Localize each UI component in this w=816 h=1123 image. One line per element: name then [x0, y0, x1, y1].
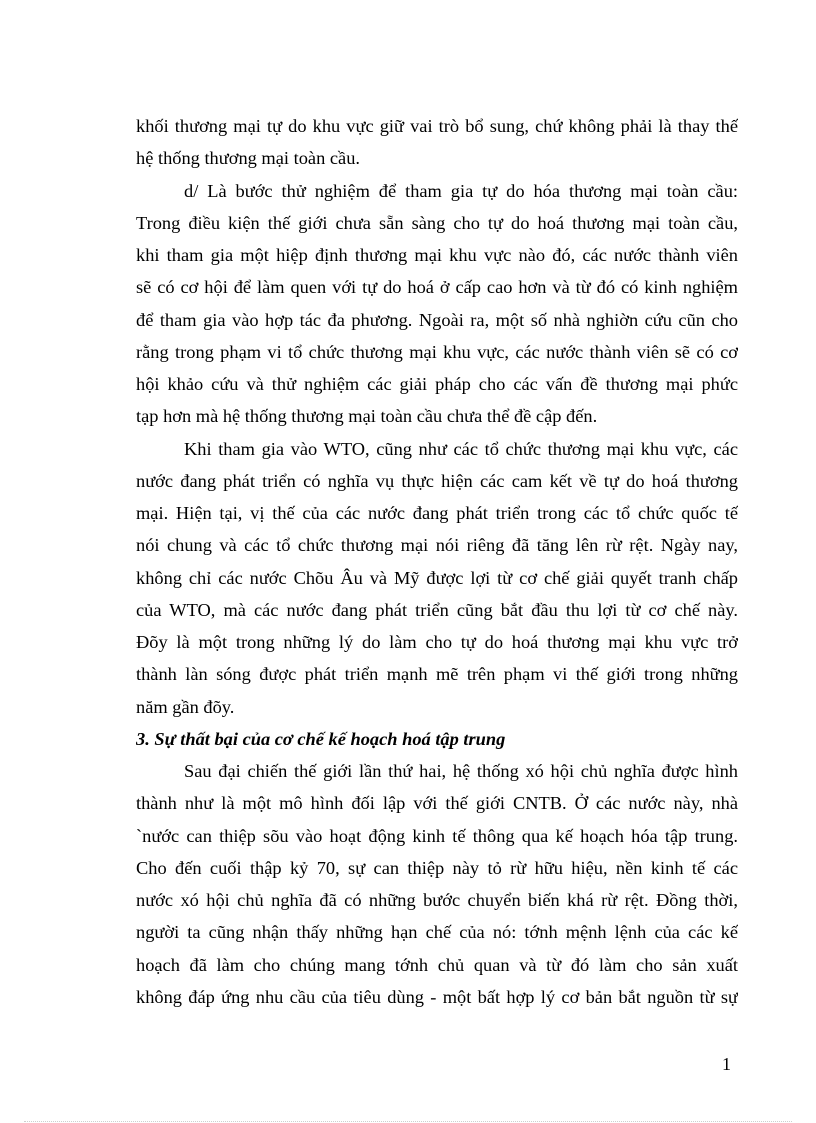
text-line: nước đang phát triển có nghĩa vụ thực hiện các cam kết về tự do hoá thương — [136, 470, 738, 491]
section-heading: 3. Sự thất bại của cơ chế kế hoạch hoá tập trung — [136, 728, 506, 749]
text-line: d/ Là bước thử nghiệm để tham gia tự do hóa thương mại toàn cầu: — [184, 180, 738, 201]
text-line: Trong điều kiện thế giới chưa sẵn sàng cho tự do hoá thương mại toàn cầu, — [136, 212, 738, 233]
text-line: không đáp ứng nhu cầu của tiêu dùng - một bất hợp lý cơ bản bắt nguồn từ sự — [136, 986, 738, 1007]
text-line: Khi tham gia vào WTO, cũng như các tổ chức thương mại khu vực, các — [184, 438, 738, 459]
text-line: không chỉ các nước Chõu Âu và Mỹ được lợi từ cơ chế giải quyết tranh chấp — [136, 567, 738, 588]
text-line: Đõy là một trong những lý do làm cho tự do hoá thương mại khu vực trở — [136, 632, 738, 652]
text-line: sẽ có cơ hội để làm quen với tự do hoá ở cấp cao hơn và từ đó có kinh nghiệm — [136, 277, 738, 298]
text-line: hội khảo cứu và thử nghiệm các giải pháp cho các vấn đề thương mại phức — [136, 374, 738, 394]
text-line: khối thương mại tự do khu vực giữ vai trò bổ sung, chứ không phải là thay thế — [136, 116, 738, 136]
text-line: mại. Hiện tại, vị thế của các nước đang phát triển trong các tổ chức quốc tế — [136, 503, 738, 523]
text-line: người ta cũng nhận thấy những hạn chế của nó: tớnh mệnh lệnh của các kế — [136, 922, 738, 943]
page-number: 1 — [722, 1054, 731, 1074]
page-bottom-divider — [24, 1121, 792, 1122]
text-line: nói chung và các tổ chức thương mại nói riêng đã tăng lên rừ rệt. Ngày nay, — [136, 535, 738, 556]
text-line: Cho đến cuối thập kỷ 70, sự can thiệp này tỏ rừ hữu hiệu, nền kinh tế các — [136, 857, 738, 878]
text-line: hoạch đã làm cho chúng mang tớnh chủ quan và từ đó làm cho sản xuất — [136, 954, 738, 975]
text-line: năm gần đõy. — [136, 696, 235, 717]
text-line: tạp hơn mà hệ thống thương mại toàn cầu chưa thể đề cập đến. — [136, 406, 598, 427]
text-line: `nước can thiệp sõu vào hoạt động kinh tế thông qua kế hoạch hóa tập trung. — [136, 825, 738, 846]
text-line: hệ thống thương mại toàn cầu. — [136, 148, 360, 169]
text-line: thành làn sóng được phát triển mạnh mẽ trên phạm vi thế giới trong những — [136, 664, 738, 685]
text-line: Sau đại chiến thế giới lần thứ hai, hệ thống xó hội chủ nghĩa được hình — [184, 761, 738, 781]
text-line: khi tham gia một hiệp định thương mại khu vực nào đó, các nước thành viên — [136, 245, 738, 265]
text-line: rằng trong phạm vi tổ chức thương mại khu vực, các nước thành viên sẽ có cơ — [136, 341, 738, 362]
text-line: để tham gia vào hợp tác đa phương. Ngoài ra, một số nhà nghiờn cứu cũn cho — [136, 309, 738, 330]
text-line: thành như là một mô hình đối lập với thế giới CNTB. Ở các nước này, nhà — [136, 793, 738, 814]
text-line: nước xó hội chủ nghĩa đã có những bước chuyển biến khá rừ rệt. Đồng thời, — [136, 890, 738, 910]
text-line: của WTO, mà các nước đang phát triển cũng bắt đầu thu lợi từ cơ chế này. — [136, 599, 738, 620]
body-text — [136, 110, 738, 1013]
